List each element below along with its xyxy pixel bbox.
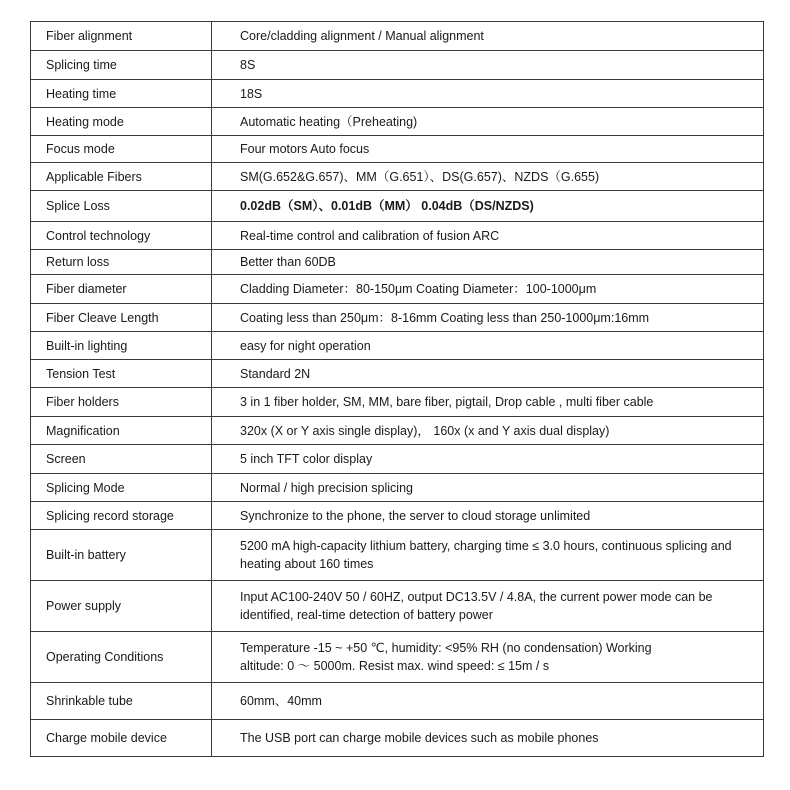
- row-value: Four motors Auto focus: [212, 136, 764, 163]
- table-row: [31, 417, 764, 445]
- row-value: 5200 mA high-capacity lithium battery, charging time ≤ 3.0 hours, continuous splicing and heating about 160 times: [212, 530, 764, 581]
- row-value: Real-time control and calibration of fusion ARC: [212, 222, 764, 250]
- row-value: 0.02dB（SM）、0.01dB（MM） 0.04dB（DS/NZDS): [212, 191, 764, 222]
- table-row: [31, 502, 764, 530]
- table-row: [31, 332, 764, 360]
- row-label: Power supply: [31, 581, 212, 632]
- row-value: Coating less than 250μm：8-16mm Coating less than 250-1000μm:16mm: [212, 304, 764, 332]
- row-value: 5 inch TFT color display: [212, 445, 764, 474]
- row-label: Tension Test: [31, 360, 212, 388]
- row-label: Magnification: [31, 417, 212, 445]
- row-value: Cladding Diameter：80-150μm Coating Diameter：100-1000μm: [212, 275, 764, 304]
- row-value: Standard 2N: [212, 360, 764, 388]
- row-value: 3 in 1 fiber holder, SM, MM, bare fiber, pigtail, Drop cable , multi fiber cable: [212, 388, 764, 417]
- row-label: Fiber Cleave Length: [31, 304, 212, 332]
- table-row: [31, 51, 764, 80]
- table-row: [31, 136, 764, 163]
- row-value: 60mm、40mm: [212, 683, 764, 720]
- table-row: [31, 683, 764, 720]
- table-row: [31, 250, 764, 275]
- table-row: [31, 360, 764, 388]
- row-value: 8S: [212, 51, 764, 80]
- row-label: Built-in lighting: [31, 332, 212, 360]
- row-label: Applicable Fibers: [31, 163, 212, 191]
- row-value: SM(G.652&G.657)、MM（G.651）、DS(G.657)、NZDS（G.655): [212, 163, 764, 191]
- row-value: 320x (X or Y axis single display)， 160x (x and Y axis dual display): [212, 417, 764, 445]
- spec-table: [30, 21, 764, 757]
- table-row: [31, 163, 764, 191]
- row-value: Core/cladding alignment / Manual alignment: [212, 22, 764, 51]
- row-label: Fiber holders: [31, 388, 212, 417]
- table-row: [31, 80, 764, 108]
- table-row: [31, 191, 764, 222]
- table-row: [31, 530, 764, 581]
- row-label: Operating Conditions: [31, 632, 212, 683]
- row-label: Splice Loss: [31, 191, 212, 222]
- table-row: [31, 275, 764, 304]
- row-value: Better than 60DB: [212, 250, 764, 275]
- row-label: Fiber diameter: [31, 275, 212, 304]
- row-label: Built-in battery: [31, 530, 212, 581]
- row-value: 18S: [212, 80, 764, 108]
- row-label: Splicing time: [31, 51, 212, 80]
- row-value: The USB port can charge mobile devices such as mobile phones: [212, 720, 764, 757]
- table-row: [31, 388, 764, 417]
- table-row: [31, 581, 764, 632]
- table-row: [31, 720, 764, 757]
- row-label: Focus mode: [31, 136, 212, 163]
- table-row: [31, 304, 764, 332]
- table-row: [31, 108, 764, 136]
- table-row: [31, 632, 764, 683]
- table-row: [31, 445, 764, 474]
- row-value: Input AC100-240V 50 / 60HZ, output DC13.5V / 4.8A, the current power mode can be identified, real-time detection of battery power: [212, 581, 764, 632]
- table-row: [31, 222, 764, 250]
- row-label: Screen: [31, 445, 212, 474]
- row-label: Charge mobile device: [31, 720, 212, 757]
- row-value: Automatic heating（Preheating): [212, 108, 764, 136]
- row-value: easy for night operation: [212, 332, 764, 360]
- row-value: Temperature -15 ~ +50 ℃, humidity: <95% RH (no condensation) Working altitude: 0 ～ 5000m. Resist max. wind speed: ≤ 15m / s: [212, 632, 764, 683]
- table-row: [31, 474, 764, 502]
- row-label: Fiber alignment: [31, 22, 212, 51]
- row-label: Splicing record storage: [31, 502, 212, 530]
- row-label: Return loss: [31, 250, 212, 275]
- row-label: Shrinkable tube: [31, 683, 212, 720]
- row-value: Normal / high precision splicing: [212, 474, 764, 502]
- table-row: [31, 22, 764, 51]
- row-label: Control technology: [31, 222, 212, 250]
- row-label: Heating mode: [31, 108, 212, 136]
- row-value: Synchronize to the phone, the server to cloud storage unlimited: [212, 502, 764, 530]
- row-label: Splicing Mode: [31, 474, 212, 502]
- row-label: Heating time: [31, 80, 212, 108]
